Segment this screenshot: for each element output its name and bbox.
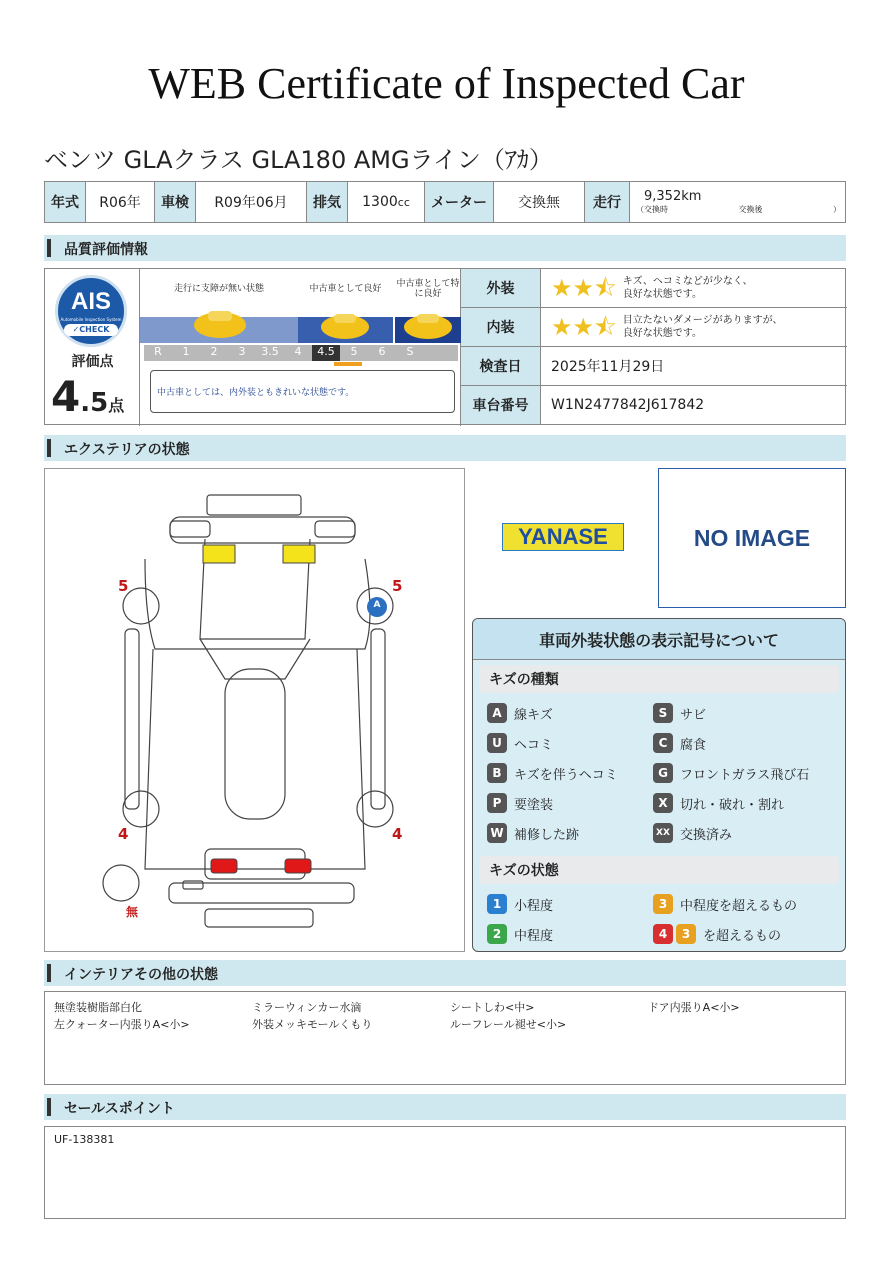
exterior-note-2: 良好な状態です。 <box>622 289 702 300</box>
badge-level-4-3: 3 <box>676 924 696 944</box>
displacement-label: 排気 <box>307 182 348 222</box>
inspection-date-value: 2025年11月29日 <box>541 347 847 386</box>
section-bar <box>47 1098 51 1116</box>
type-u <box>487 733 553 753</box>
grade-3: 3 <box>238 345 246 358</box>
badge-level-4: 4 <box>653 924 673 944</box>
sales-section-label: セールスポイント <box>64 1101 175 1117</box>
mileage-after: 交換後 <box>738 205 763 214</box>
mileage-exchange <box>636 204 841 215</box>
type-x <box>653 793 784 813</box>
badge-c: C <box>653 733 673 753</box>
car-name: ベンツ GLAクラス GLA180 AMGライン（ｱｶ） <box>44 146 553 174</box>
grade-R: R <box>154 345 162 358</box>
badge-b: B <box>487 763 507 783</box>
level-2 <box>487 924 553 944</box>
mileage-before: （交換時 <box>636 205 668 214</box>
type-p <box>487 793 553 813</box>
interior-section-label: インテリアその他の状態 <box>64 967 218 983</box>
displacement-value <box>348 182 425 222</box>
legend-panel <box>472 618 846 952</box>
grade-4: 4 <box>294 345 302 358</box>
tire-rear-left: 4 <box>118 825 129 843</box>
meter-label: メーター <box>425 182 494 222</box>
grade-header-1: 走行に支障が無い状態 <box>173 284 264 294</box>
quality-box <box>44 268 846 425</box>
grade-graphic <box>140 269 461 426</box>
mileage-close: ） <box>833 205 841 214</box>
car-diagram-box <box>44 468 465 952</box>
page-title: WEB Certificate of Inspected Car <box>148 59 745 108</box>
type-s-label: サビ <box>680 707 707 723</box>
year-label: 年式 <box>45 182 86 222</box>
sales-text: UF-138381 <box>54 1133 115 1146</box>
ais-check-text: CHECK <box>79 325 110 334</box>
interior-item: シートしわ<中> <box>450 1001 535 1014</box>
interior-note <box>623 314 783 340</box>
type-w-label: 補修した跡 <box>514 827 580 843</box>
interior-grade-label: 内装 <box>461 308 541 347</box>
section-bar <box>47 439 51 457</box>
type-x-label: 切れ・破れ・割れ <box>680 797 785 813</box>
grade-comment: 中古車としては、内外装ともきれいな状態です。 <box>150 370 455 413</box>
interior-box <box>44 991 846 1085</box>
badge-w: W <box>487 823 507 843</box>
car-diagram <box>45 469 466 953</box>
displacement-number: 1300 <box>362 194 398 210</box>
interior-item: 外装メッキモールくもり <box>252 1018 373 1031</box>
interior-grade-value <box>541 308 847 347</box>
badge-xx: XX <box>653 823 673 843</box>
grade-header-3: 中古車として特に良好 <box>396 279 460 299</box>
badge-a: A <box>487 703 507 723</box>
exterior-section-header <box>44 435 846 461</box>
badge-level-1: 1 <box>487 894 507 914</box>
type-g-label: フロントガラス飛び石 <box>680 767 810 783</box>
type-a <box>487 703 553 723</box>
score-small: .5 <box>80 388 109 418</box>
meter-value: 交換無 <box>494 182 585 222</box>
exterior-note <box>623 275 753 301</box>
level-2-label: 中程度 <box>514 928 554 944</box>
interior-item: 左クォーター内張りA<小> <box>54 1018 190 1031</box>
types-title: キズの種類 <box>479 665 839 693</box>
grade-4-5-selected: 4.5 <box>312 345 340 361</box>
type-xx-label: 交換済み <box>680 827 733 843</box>
interior-note-1: 目立たないダメージがありますが、 <box>622 315 783 326</box>
type-u-label: ヘコミ <box>514 737 554 753</box>
type-g <box>653 763 809 783</box>
exterior-grade-label: 外装 <box>461 269 541 308</box>
ais-logo <box>55 275 127 347</box>
exterior-note-1: キズ、ヘコミなどが少なく、 <box>622 276 753 287</box>
sales-box <box>44 1126 846 1219</box>
displacement-unit: cc <box>397 195 410 209</box>
mileage-value: 9,352km <box>644 189 702 204</box>
dealer-logo: YANASE <box>502 523 624 551</box>
mileage-value-cell <box>630 182 845 222</box>
quality-section-header <box>44 235 846 261</box>
interior-item: 無塗装樹脂部白化 <box>54 1001 142 1014</box>
grade-5: 5 <box>350 345 358 358</box>
grade-scale <box>144 345 458 361</box>
type-b <box>487 763 618 783</box>
type-p-label: 要塗装 <box>514 797 554 813</box>
vin-value: W1N2477842J617842 <box>551 397 705 413</box>
section-bar <box>47 964 51 982</box>
type-w <box>487 823 579 843</box>
exterior-stars: ★★⯪ <box>551 274 617 302</box>
grade-1: 1 <box>182 345 190 358</box>
level-4-label: を超えるもの <box>703 928 782 944</box>
type-a-label: 線キズ <box>514 707 553 723</box>
ais-logo-text: AIS <box>70 288 111 315</box>
interior-stars: ★★⯪ <box>551 313 617 341</box>
level-1-label: 小程度 <box>514 898 554 914</box>
spec-table <box>44 181 846 223</box>
grade-header-2: 中古車として良好 <box>309 284 382 294</box>
tire-front-right: 5 <box>392 577 403 595</box>
type-xx <box>653 823 732 843</box>
badge-x: X <box>653 793 673 813</box>
ais-logo-sub: Automobile Inspection System <box>60 317 122 322</box>
no-image-placeholder: NO IMAGE <box>658 468 846 608</box>
type-c-label: 腐食 <box>680 737 707 753</box>
section-bar <box>47 239 51 257</box>
badge-level-3: 3 <box>653 894 673 914</box>
quality-section-label: 品質評価情報 <box>64 242 148 258</box>
exterior-section-label: エクステリアの状態 <box>64 442 190 458</box>
type-c <box>653 733 706 753</box>
grade-marker <box>334 362 362 366</box>
exterior-grade-value <box>541 269 847 308</box>
spare-tire: 無 <box>126 905 139 919</box>
type-s <box>653 703 706 723</box>
score-label: 評価点 <box>71 354 114 370</box>
grade-S: S <box>406 345 414 358</box>
vin-label: 車台番号 <box>461 386 541 424</box>
level-4 <box>653 924 781 944</box>
score-big: 4 <box>51 372 81 421</box>
levels-title: キズの状態 <box>479 856 839 884</box>
sales-section-header <box>44 1094 846 1120</box>
interior-item: ミラーウィンカー水滴 <box>252 1001 362 1014</box>
ais-score-panel <box>45 269 140 426</box>
interior-section-header <box>44 960 846 986</box>
type-b-label: キズを伴うヘコミ <box>514 767 618 783</box>
badge-p: P <box>487 793 507 813</box>
interior-note-2: 良好な状態です。 <box>622 328 702 339</box>
interior-item: ドア内張りA<小> <box>648 1001 740 1014</box>
mileage-label: 走行 <box>585 182 630 222</box>
year-value: R06年 <box>86 182 155 222</box>
grade-6: 6 <box>378 345 386 358</box>
badge-s: S <box>653 703 673 723</box>
score-unit: 点 <box>108 396 125 415</box>
badge-g: G <box>653 763 673 783</box>
tire-front-left: 5 <box>118 577 129 595</box>
badge-u: U <box>487 733 507 753</box>
inspection-date-label: 検査日 <box>461 347 541 386</box>
grade-2: 2 <box>210 345 218 358</box>
score-value <box>51 373 124 421</box>
level-1 <box>487 894 553 914</box>
damage-mark-a: A <box>373 600 381 610</box>
grade-3-5: 3.5 <box>261 345 279 358</box>
legend-title: 車両外装状態の表示記号について <box>473 619 845 660</box>
level-3 <box>653 894 797 914</box>
badge-level-2: 2 <box>487 924 507 944</box>
inspection-label: 車検 <box>155 182 196 222</box>
interior-item: ルーフレール褪せ<小> <box>450 1018 567 1031</box>
ais-check: ✓CHECK <box>64 324 118 336</box>
level-3-label: 中程度を超えるもの <box>680 898 798 914</box>
inspection-value: R09年06月 <box>196 182 307 222</box>
grade-bands <box>140 297 461 343</box>
tire-rear-right: 4 <box>392 825 403 843</box>
